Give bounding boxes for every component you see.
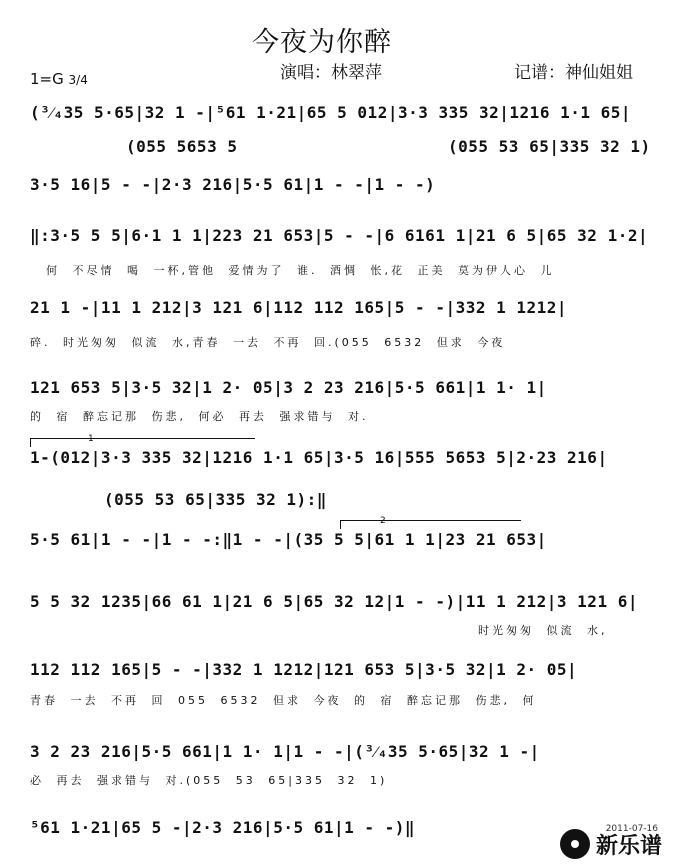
lyric-line-8: 时光匆匆 似流 水, xyxy=(478,624,608,637)
score-line-6-sub: (055 53 65|335 32 1):‖ xyxy=(104,490,327,509)
volta-number-2: 2 xyxy=(380,516,386,526)
vinyl-record-icon xyxy=(560,829,590,859)
volta-bracket-1 xyxy=(30,438,255,447)
lyric-line-4: 碎. 时光匆匆 似流 水,青春 一去 不再 回.(055 6532 但求 今夜 xyxy=(30,336,506,349)
score-line-6: 1-(012|3·3 335 32|1216 1·1 65|3·5 16|555 5653 5|2·23 216| xyxy=(30,448,608,467)
score-line-5: 121 653 5|3·5 32|1 2· 05|3 2 23 216|5·5 661|1 1· 1| xyxy=(30,378,547,397)
score-line-11: ⁵61 1·21|65 5 -|2·3 216|5·5 61|1 - -)‖ xyxy=(30,818,416,837)
score-line-7: 5·5 61|1 - -|1 - -:‖1 - -|(35 5 5|61 1 1|23 21 653| xyxy=(30,530,547,549)
volta-bracket-2 xyxy=(340,520,521,529)
transcriber-credit: 记谱：神仙姐姐 xyxy=(514,63,633,83)
score-line-1-sub: (055 5653 5 xyxy=(126,137,238,156)
score-line-10: 3 2 23 216|5·5 661|1 1· 1|1 - -|(³⁄₄35 5·65|32 1 -| xyxy=(30,742,540,761)
singer-credit: 演唱：林翠萍 xyxy=(280,63,382,83)
score-line-3: ‖:3·5 5 5|6·1 1 1|223 21 653|5 - -|6 6161 1|21 6 5|65 32 1·2| xyxy=(30,226,649,245)
lyric-line-5: 的 宿 醉忘记那 伤悲, 何必 再去 强求错与 对. xyxy=(30,410,369,423)
song-title: 今夜为你醉 xyxy=(252,27,392,58)
site-logo xyxy=(560,826,688,862)
score-line-8: 5 5 32 1235|66 61 1|21 6 5|65 32 12|1 - -)|11 1 212|3 121 6| xyxy=(30,592,638,611)
score-line-1: (³⁄₄35 5·65|32 1 -|⁵61 1·21|65 5 012|3·3 335 32|1216 1·1 65| xyxy=(30,103,632,122)
lyric-line-10: 必 再去 强求错与 对.(055 53 65|335 32 1) xyxy=(30,774,388,787)
score-line-2: 3·5 16|5 - -|2·3 216|5·5 61|1 - -|1 - -) xyxy=(30,175,436,194)
transcription-date: 2011-07-16 xyxy=(605,824,658,834)
score-line-1-sub2: (055 53 65|335 32 1) xyxy=(448,137,651,156)
score-line-4: 21 1 -|11 1 212|3 121 6|112 112 165|5 - -|332 1 1212| xyxy=(30,298,568,317)
volta-number-1: 1 xyxy=(88,434,94,444)
score-line-9: 112 112 165|5 - -|332 1 1212|121 653 5|3·5 32|1 2· 05| xyxy=(30,660,578,679)
time-signature: 3/4 xyxy=(68,73,88,87)
key-signature xyxy=(30,70,88,88)
lyric-line-3: 何 不尽情 喝 一杯,管他 爱情为了 谁. 酒惆 怅,花 正美 莫为伊人心 儿 xyxy=(46,264,555,277)
key-label: 1=G xyxy=(30,70,64,88)
lyric-line-9: 青春 一去 不再 回 055 6532 但求 今夜 的 宿 醉忘记那 伤悲, 何 xyxy=(30,694,537,707)
logo-text: 新乐谱 xyxy=(596,833,663,859)
